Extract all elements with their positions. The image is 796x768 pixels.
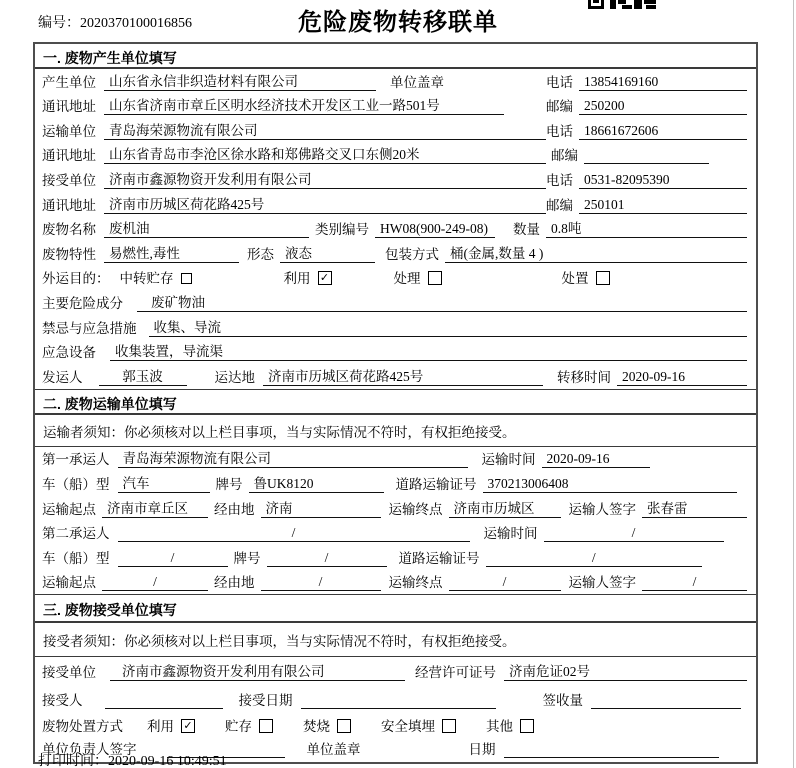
- transporter-zip-label: 邮编: [551, 148, 578, 164]
- producer-phone-value: 13854169160: [579, 74, 747, 91]
- waste-quantity-label: 数量: [513, 222, 540, 238]
- transporter-address-label: 通讯地址: [42, 148, 96, 164]
- acceptor-value: [105, 708, 223, 709]
- sign-date-value: [504, 757, 719, 758]
- route2-start-value: /: [102, 574, 208, 591]
- vehicle2-permit-label: 道路运输证号: [398, 550, 480, 566]
- section1-title: 一. 废物产生单位填写: [35, 44, 756, 69]
- emergency-equipment-label: 应急设备: [42, 345, 96, 361]
- receiver-phone-value: 0531-82095390: [579, 172, 747, 189]
- hazard-components-value: 废矿物油: [137, 291, 747, 312]
- sign-date-label: 日期: [468, 742, 496, 758]
- route2-via-value: /: [261, 574, 381, 591]
- producer-address-value: 山东省济南市章丘区明水经济技术开发区工业一路501号: [104, 94, 504, 115]
- transporter-phone-label: 电话: [546, 123, 573, 139]
- disposal-option-store: 贮存: [225, 719, 252, 735]
- transporter-zip-value: [584, 163, 709, 164]
- route1-via-value: 济南: [261, 497, 381, 518]
- producer-phone-label: 电话: [546, 74, 573, 90]
- vehicle1-plate-label: 牌号: [215, 476, 243, 492]
- manifest-form: [33, 42, 758, 764]
- producer-label: 产生单位: [42, 74, 96, 90]
- disposal-option-other: 其他: [486, 719, 513, 735]
- carrier2-time-label: 运输时间: [483, 526, 538, 542]
- receiver-phone-label: 电话: [546, 172, 573, 188]
- hazard-components-label: 主要危险成分: [42, 295, 123, 311]
- receiver-address-row: [35, 192, 756, 217]
- purpose-dispose-checkbox: [596, 271, 610, 285]
- taboo-measures-value: 收集、导流: [149, 316, 748, 337]
- route2-end-value: /: [449, 574, 561, 591]
- receiver-address-label: 通讯地址: [42, 197, 96, 213]
- waste-category-value: HW08(900-249-08): [375, 221, 495, 238]
- waste-name-value: 废机油: [104, 217, 309, 238]
- packaging-value: 桶(金属,数量 4 ): [445, 242, 747, 263]
- page-title: 危险废物转移联单: [298, 9, 498, 36]
- taboo-measures-row: [35, 315, 756, 340]
- vehicle2-plate-value: /: [267, 550, 387, 567]
- route2-sign-value: /: [642, 574, 747, 591]
- accept-unit-value: 济南市鑫源物资开发利用有限公司: [110, 660, 405, 681]
- section2-title: 二. 废物运输单位填写: [35, 389, 756, 415]
- waste-traits-label: 废物特性: [42, 246, 96, 262]
- unit-seal-label: 单位盖章: [306, 742, 361, 758]
- accept-date-value: [301, 708, 496, 709]
- emergency-equipment-value: 收集装置，导流渠: [110, 340, 747, 361]
- purpose-option-dispose: 处置: [561, 271, 589, 287]
- received-qty-label: 签收量: [542, 693, 583, 709]
- vehicle1-plate-value: 鲁UK8120: [249, 472, 384, 493]
- dispatcher-label: 发运人: [42, 369, 83, 385]
- transporter-address-row: [35, 143, 756, 168]
- waste-traits-value: 易燃性,毒性: [104, 242, 239, 263]
- dispatcher-value: 郭玉波: [99, 365, 187, 386]
- document-header: [0, 0, 796, 40]
- route1-via-label: 经由地: [214, 501, 255, 517]
- producer-address-row: [35, 94, 756, 119]
- vehicle2-row: [35, 545, 756, 570]
- route1-sign-value: 张春雷: [642, 497, 747, 518]
- hazard-components-row: [35, 290, 756, 315]
- producer-address-label: 通讯地址: [42, 99, 96, 115]
- route1-end-label: 运输终点: [388, 501, 443, 517]
- receiver-zip-value: 250101: [579, 197, 747, 214]
- vehicle2-type-value: /: [118, 550, 228, 567]
- receiver-zip-label: 邮编: [546, 197, 573, 213]
- acceptor-label: 接受人: [42, 693, 83, 709]
- page-edge-divider: [793, 0, 794, 768]
- waste-traits-row: [35, 241, 756, 266]
- acceptor-row: [35, 686, 756, 714]
- emergency-equipment-row: [35, 340, 756, 365]
- disposal-other-checkbox: [520, 719, 534, 733]
- vehicle1-permit-label: 道路运输证号: [395, 476, 477, 492]
- transporter-address-value: 山东省青岛市李沧区徐水路和郑佛路交叉口东侧20米: [104, 143, 546, 164]
- accept-date-label: 接受日期: [238, 693, 293, 709]
- transporter-value: 青岛海荣源物流有限公司: [104, 119, 546, 140]
- transfer-time-value: 2020-09-16: [617, 369, 747, 386]
- vehicle2-type-label: 车（船）型: [42, 550, 110, 566]
- dispatch-row: [35, 364, 756, 389]
- transfer-purpose-label: 外运目的：: [42, 271, 110, 287]
- vehicle2-permit-value: /: [486, 550, 703, 567]
- purpose-treat-checkbox: [428, 271, 442, 285]
- accept-unit-label: 接受单位: [42, 665, 96, 681]
- waste-quantity-value: 0.8吨: [546, 217, 747, 238]
- carrier1-value: 青岛海荣源物流有限公司: [118, 447, 468, 468]
- disposal-incinerate-checkbox: [337, 719, 351, 733]
- carrier2-row: [35, 521, 756, 546]
- transfer-purpose-row: [35, 266, 756, 291]
- waste-form-label: 形态: [247, 246, 274, 262]
- producer-zip-label: 邮编: [546, 99, 573, 115]
- carrier1-label: 第一承运人: [42, 452, 110, 468]
- serial-label: 编号：: [38, 16, 80, 31]
- disposal-option-landfill: 安全填埋: [381, 719, 435, 735]
- received-qty-value: [591, 708, 741, 709]
- responsible-signature-label: 单位负责人签字: [42, 742, 137, 758]
- packaging-label: 包装方式: [385, 246, 439, 262]
- route2-end-label: 运输终点: [388, 575, 443, 591]
- purpose-utilize-checkbox: ✓: [318, 271, 332, 285]
- vehicle1-type-value: 汽车: [118, 472, 210, 493]
- license-label: 经营许可证号: [415, 665, 496, 681]
- route1-sign-label: 运输人签字: [568, 501, 636, 517]
- qr-code-fragment-icon: [588, 0, 656, 9]
- vehicle1-permit-value: 370213006408: [483, 476, 738, 493]
- disposal-store-checkbox: [259, 719, 273, 733]
- taboo-measures-label: 禁忌与应急措施: [42, 320, 137, 336]
- carrier1-time-label: 运输时间: [481, 452, 536, 468]
- carrier1-row: [35, 447, 756, 472]
- route2-via-label: 经由地: [214, 575, 255, 591]
- print-time-value: 2020-09-16 10:49:51: [108, 754, 227, 768]
- receiver-row: [35, 167, 756, 192]
- receiver-notice: 接受者须知：你必须核对以上栏目事项，当与实际情况不符时，有权拒绝接受。: [35, 623, 756, 657]
- serial-value: 2020370100016856: [80, 16, 192, 31]
- purpose-option-treat: 处理: [393, 271, 421, 287]
- vehicle1-type-label: 车（船）型: [42, 476, 110, 492]
- carrier2-value: /: [118, 525, 470, 542]
- accept-unit-row: [35, 657, 756, 686]
- route1-start-label: 运输起点: [42, 501, 96, 517]
- route1-row: [35, 496, 756, 521]
- route1-start-value: 济南市章丘区: [102, 497, 208, 518]
- carrier2-label: 第二承运人: [42, 526, 110, 542]
- section3-title: 三. 废物接受单位填写: [35, 594, 756, 623]
- receiver-label: 接受单位: [42, 172, 96, 188]
- transporter-label: 运输单位: [42, 123, 96, 139]
- purpose-option-transfer-storage: 中转贮存: [119, 271, 174, 287]
- waste-form-value: 液态: [280, 242, 375, 263]
- route2-start-label: 运输起点: [42, 575, 96, 591]
- producer-value: 山东省永信非织造材料有限公司: [104, 70, 376, 91]
- destination-label: 运达地: [214, 369, 255, 385]
- carrier2-time-value: /: [544, 525, 724, 542]
- producer-row: [35, 69, 756, 94]
- receiver-value: 济南市鑫源物资开发利用有限公司: [104, 168, 546, 189]
- route2-sign-label: 运输人签字: [568, 575, 636, 591]
- carrier1-time-value: 2020-09-16: [542, 451, 650, 468]
- transporter-row: [35, 118, 756, 143]
- disposal-utilize-checkbox: ✓: [181, 719, 195, 733]
- transporter-phone-value: 18661672606: [579, 123, 747, 140]
- disposal-option-incinerate: 焚烧: [303, 719, 330, 735]
- disposal-method-row: [35, 714, 756, 740]
- purpose-transfer-storage-checkbox: [181, 273, 192, 284]
- print-time-label: 打印时间：: [38, 754, 108, 768]
- receiver-address-value: 济南市历城区荷花路425号: [104, 193, 546, 214]
- waste-name-row: [35, 217, 756, 242]
- waste-name-label: 废物名称: [42, 222, 96, 238]
- disposal-option-utilize: 利用: [147, 719, 174, 735]
- seal-label: 单位盖章: [390, 74, 444, 90]
- route2-row: [35, 570, 756, 595]
- destination-value: 济南市历城区荷花路425号: [263, 365, 543, 386]
- vehicle2-plate-label: 牌号: [233, 550, 261, 566]
- purpose-option-utilize: 利用: [283, 271, 311, 287]
- vehicle1-row: [35, 471, 756, 496]
- disposal-method-label: 废物处置方式: [42, 719, 123, 735]
- route1-end-value: 济南市历城区: [449, 497, 561, 518]
- waste-category-label: 类别编号: [315, 222, 369, 238]
- producer-zip-value: 250200: [579, 98, 747, 115]
- transporter-notice: 运输者须知：你必须核对以上栏目事项，当与实际情况不符时，有权拒绝接受。: [35, 415, 756, 447]
- print-time: [38, 750, 227, 768]
- disposal-landfill-checkbox: [442, 719, 456, 733]
- transfer-time-label: 转移时间: [557, 369, 611, 385]
- license-value: 济南危证02号: [504, 660, 747, 681]
